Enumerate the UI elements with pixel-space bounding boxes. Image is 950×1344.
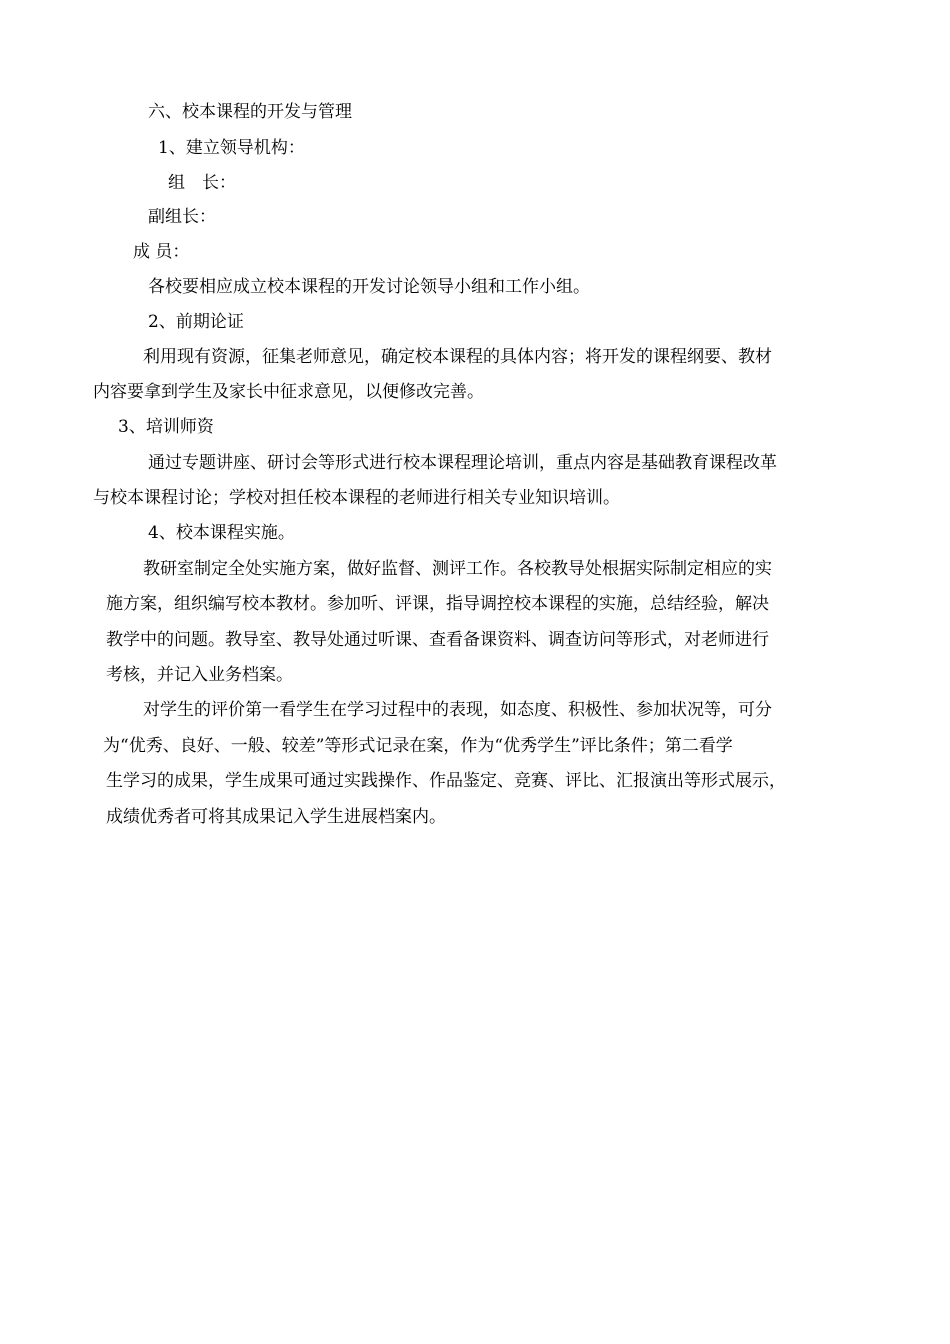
section1-note: 各校要相应成立校本课程的开发讨论领导小组和工作小组。 xyxy=(148,277,590,297)
section2-line-2: 内容要拿到学生及家长中征求意见，以便修改完善。 xyxy=(93,382,484,402)
deputy-label: 副组长： xyxy=(148,207,216,227)
section2-line-1: 利用现有资源，征集老师意见，确定校本课程的具体内容；将开发的课程纲要、教材 xyxy=(143,347,772,367)
section3-title: 3、培训师资 xyxy=(118,417,214,437)
members-label: 成 员： xyxy=(133,242,190,262)
section4-para2-line-2: 为“优秀、良好、一般、较差”等形式记录在案，作为“优秀学生”评比条件；第二看学 xyxy=(103,736,733,756)
section3-line-1: 通过专题讲座、研讨会等形式进行校本课程理论培训，重点内容是基础教育课程改革 xyxy=(148,453,777,473)
section1-title: 1、建立领导机构： xyxy=(158,138,305,158)
section4-para1-line-4: 考核，并记入业务档案。 xyxy=(106,665,293,685)
section2-title: 2、前期论证 xyxy=(148,312,244,332)
section4-para2-line-3: 生学习的成果，学生成果可通过实践操作、作品鉴定、竞赛、评比、汇报演出等形式展示， xyxy=(106,771,786,791)
leader-label: 组 长： xyxy=(168,173,236,193)
section4-para1-line-1: 教研室制定全处实施方案，做好监督、测评工作。各校教导处根据实际制定相应的实 xyxy=(143,559,772,579)
section4-para1-line-2: 施方案，组织编写校本教材。参加听、评课，指导调控校本课程的实施，总结经验，解决 xyxy=(106,594,769,614)
section4-para2-line-4: 成绩优秀者可将其成果记入学生进展档案内。 xyxy=(106,807,446,827)
section3-line-2: 与校本课程讨论；学校对担任校本课程的老师进行相关专业知识培训。 xyxy=(93,488,620,508)
section4-para2-line-1: 对学生的评价第一看学生在学习过程中的表现，如态度、积极性、参加状况等，可分 xyxy=(143,700,772,720)
section4-para1-line-3: 教学中的问题。教导室、教导处通过听课、查看备课资料、调查访问等形式，对老师进行 xyxy=(106,630,769,650)
section4-title: 4、校本课程实施。 xyxy=(148,523,295,543)
section-heading: 六、校本课程的开发与管理 xyxy=(148,102,352,122)
